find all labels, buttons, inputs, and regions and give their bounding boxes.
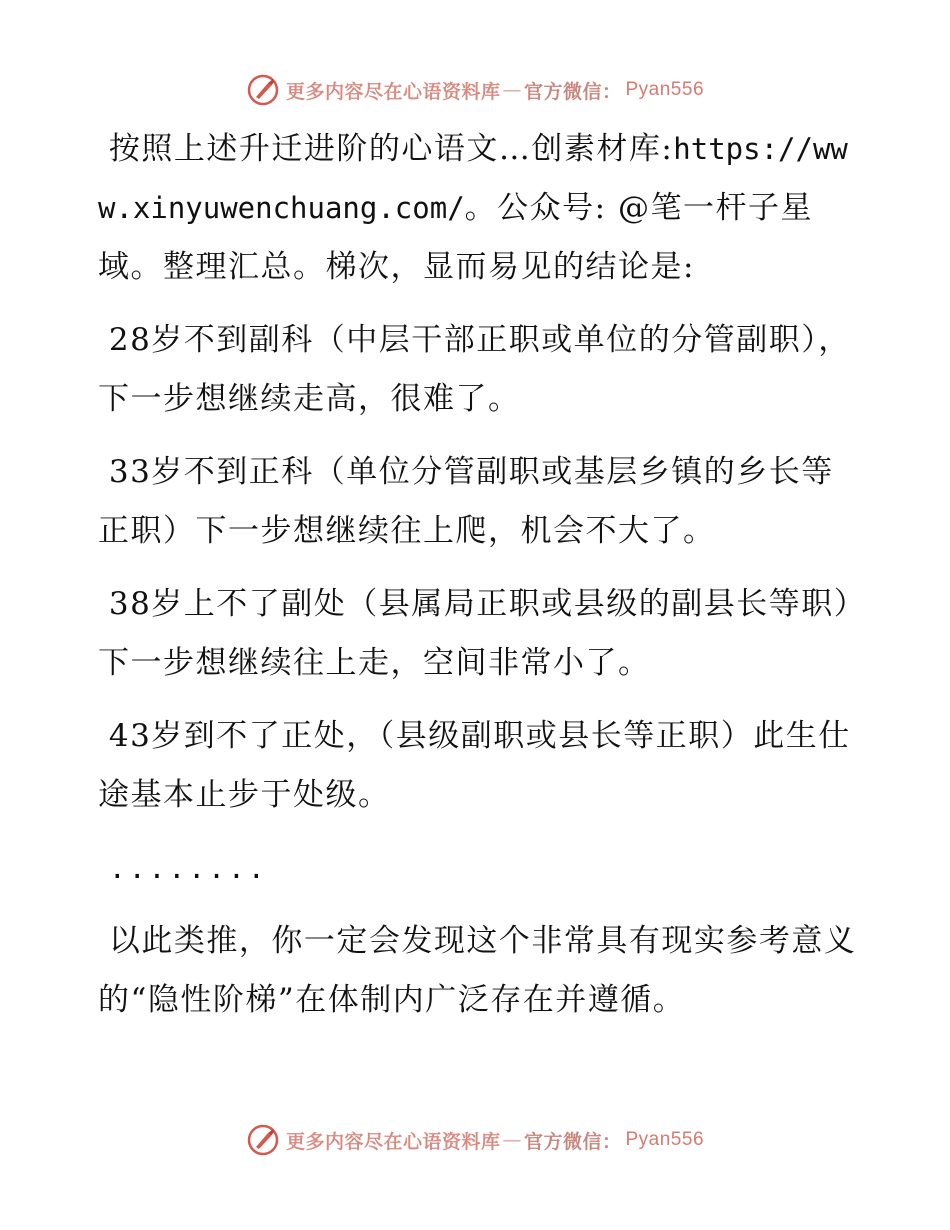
document-body (98, 120, 858, 1030)
paragraph-age-43: 43岁到不了正处，（县级副职或县长等正职）此生仕途基本止步于处级。 (98, 718, 851, 813)
intro-url: https://www.xinyuwenchuang.com/ (98, 132, 848, 225)
watermark-dash: — (502, 1129, 522, 1151)
header-watermark (0, 70, 950, 110)
intro-text-b: 。公众号: @笔一杆子星域。整理汇总。梯次，显而易见的结论是: (98, 190, 813, 285)
dots-text: ........ (108, 852, 268, 885)
watermark-main-text: 更多内容尽在心语资料库 (285, 1130, 501, 1153)
watermark-sub-text: 官方微信： (523, 80, 622, 103)
watermark-dash: — (502, 79, 522, 101)
watermark-wechat-id: Pyan556 (625, 79, 705, 100)
quill-logo-icon (246, 1123, 280, 1157)
watermark-main-text: 更多内容尽在心语资料库 (285, 80, 501, 103)
intro-text-a: 按照上述升迁进阶的心语文…创素材库: (108, 131, 674, 167)
paragraph-age-28: 28岁不到副科（中层干部正职或单位的分管副职），下一步想继续走高，很难了。 (98, 322, 851, 417)
paragraph-conclusion: 以此类推，你一定会发现这个非常具有现实参考意义的“隐性阶梯”在体制内广泛存在并遵循。 (98, 923, 857, 1018)
watermark-wechat-id: Pyan556 (625, 1129, 705, 1150)
paragraph-age-38: 38岁上不了副处（县属局正职或县级的副县长等职）下一步想继续往上走，空间非常小了。 (98, 586, 851, 681)
ellipsis-dots (98, 839, 858, 898)
footer-watermark (0, 1120, 950, 1160)
quill-logo-icon (246, 73, 280, 107)
watermark-sub-text: 官方微信： (523, 1130, 622, 1153)
paragraph-age-33: 33岁不到正科（单位分管副职或基层乡镇的乡长等正职）下一步想继续往上爬，机会不大了。 (98, 454, 834, 549)
paragraph-intro (98, 120, 858, 297)
